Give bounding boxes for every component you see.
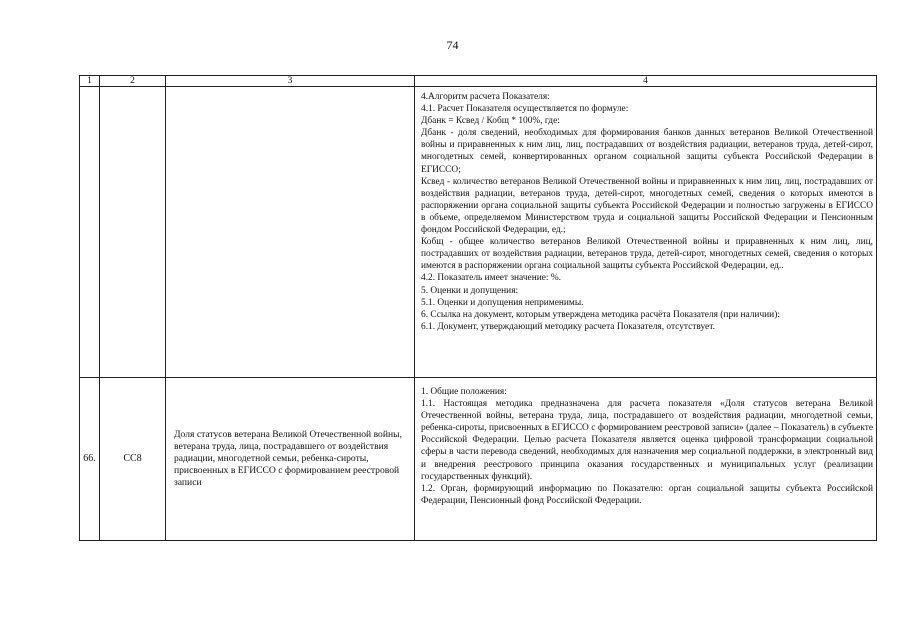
column-header-3: 3	[166, 76, 415, 87]
empty-cell-code	[100, 87, 166, 378]
formula-line: Дбанк = Ксвед / Кобщ * 100%, где:	[421, 116, 560, 127]
method-line: 1.1. Настоящая методика предназначена для расчета показателя «Доля статусов ветерана Великой Отечественной войны, ветерана труда, лица, пострадавшего от воздействия радиации, многодетной семьи, ребенка-сироты, присвоенных в ЕГИССО с формированием реестровой записи» (далее – Показатель) в субъекте Российской Федерации. Целью расчета Показателя является оценка цифровой трансформации социальной сферы в части перевода сведений, необходимых для назначения мер социальной поддержки, в электронный вид и внедрения реестрового принципа оказания государственных и муниципальных услуг (реализации государственных функций).	[421, 399, 873, 482]
method-line: 1.2. Орган, формирующий информацию по Показателю: орган социальной защиты субъекта Российской Федерации, Пенсионный фонд Российской Федерации.	[421, 483, 873, 506]
method-line: 6.1. Документ, утверждающий методику расчета Показателя, отсутствует.	[421, 321, 715, 332]
empty-cell-number	[80, 87, 100, 378]
methodology-cell	[415, 87, 877, 378]
page-number: 74	[446, 38, 459, 52]
method-line: 6. Ссылка на документ, которым утверждена методика расчёта Показателя (при наличии):	[421, 309, 780, 320]
indicators-table	[79, 75, 877, 541]
column-header-1: 1	[80, 76, 100, 87]
method-line: 4.1. Расчет Показателя осуществляется по формуле:	[421, 104, 629, 115]
indicator-description: Доля статусов ветерана Великой Отечественной войны, ветерана труда, лица, пострадавшего от воздействия радиации, многодетной семьи, ребенка-сироты, присвоенных в ЕГИССО с формированием реестровой записи	[166, 378, 415, 541]
column-header-4: 4	[415, 76, 877, 87]
column-header-2: 2	[100, 76, 166, 87]
empty-cell-description	[166, 87, 415, 378]
method-line: Дбанк - доля сведений, необходимых для формирования банков данных ветеранов Великой Отечественной войны и приравненных к ним лиц, лиц, пострадавших от воздействия радиации, ветеранов труда, детей-сирот, многодетных семей, конвертированных органом социальной защиты субъекта Российской Федерации в ЕГИССО;	[421, 128, 873, 175]
method-line: 4.2. Показатель имеет значение: %.	[421, 273, 562, 284]
indicator-code: СС8	[100, 378, 166, 541]
table-header-row	[80, 76, 877, 87]
method-line: Ксвед - количество ветеранов Великой Отечественной войны и приравненных к ним лиц, лиц, пострадавших от воздействия радиации, ветеранов труда, детей-сирот, многодетных семей, сведения о которых имеются в распоряжении органа социальной защиты субъекта Российской Федерации и полностью загружены в ЕГИССО в объеме, определяемом Министерством труда и социальной защиты Российской Федерации и Пенсионным фондом Российской Федерации, ед.;	[421, 176, 873, 236]
table-row-66	[80, 378, 877, 541]
method-line: 1. Общие положения:	[421, 387, 507, 397]
row-number: 66.	[80, 378, 100, 541]
table-row-continued	[80, 87, 877, 378]
method-line: 4.Алгоритм расчета Показателя:	[421, 92, 550, 102]
method-line: 5.1. Оценки и допущения неприменимы.	[421, 297, 584, 308]
method-line: 5. Оценки и допущения:	[421, 285, 519, 296]
method-line: Кобщ - общее количество ветеранов Великой Отечественной войны и приравненных к ним лиц, лиц, пострадавших от воздействия радиации, ветеранов труда, детей-сирот, многодетных семей, сведения о которых имеются в распоряжении органа социальной защиты субъекта Российской Федерации, ед..	[421, 237, 873, 272]
methodology-cell	[415, 378, 877, 541]
